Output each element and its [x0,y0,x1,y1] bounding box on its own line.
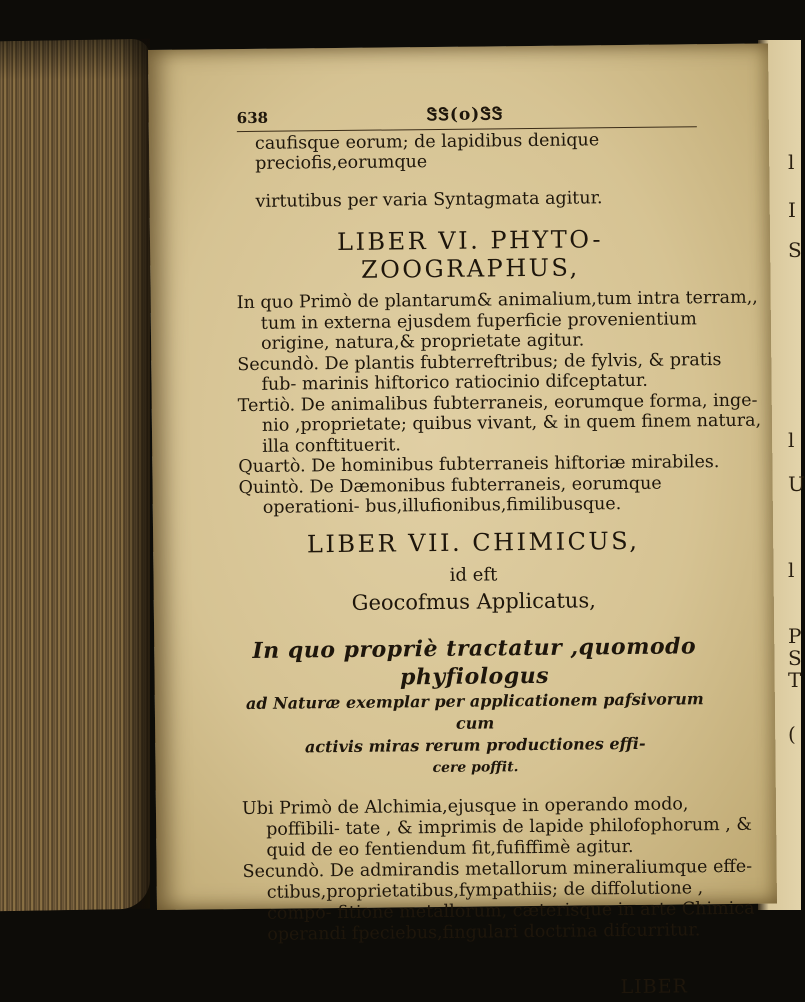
right-page-letter: S [788,646,802,670]
right-page-letter: l [788,150,795,174]
intro-line: virtutibus per varia Syntagmata agitur. [255,187,603,212]
liber-vii-item-1: Ubi Primò de Alchimia,ejusque in operando modo, poffibili- tate , & imprimis de lapide philofophorum , & quid de eo fentiendum fit,fufiffimè agitur. [241,793,753,861]
italic-line-2: ad Naturæ exemplar per applicationem pafsivorum cum [245,688,704,733]
running-header [237,104,697,132]
right-page-letter: U [788,472,805,496]
book-page [148,44,777,998]
liber-vi-heading: LIBER VI. PHYTO-ZOOGRAPHUS, [336,225,604,284]
catchword: LIBER [620,974,688,998]
liber-vii-subtitle: Geocofmus Applicatus, [351,587,596,615]
id-est: id eft [449,563,498,586]
page-number: 638 [236,108,269,128]
right-page-letter: T [788,668,802,692]
right-page-letter: l [788,558,795,582]
liber-vi-item-5: Quintò. De Dæmonibus fubterraneis, eorumque operationi- bus,illufionibus,fimilibusque. [238,473,662,518]
italic-line-1: In quo propriè tractatur ,quomodo phyfiologus [252,632,697,690]
italic-line-3: activis miras rerum productiones effi- [304,733,646,756]
liber-vi-item-3: Tertiò. De animalibus fubterraneis, eorumque forma, inge- nio ,proprietate; quibus vivant, & in quem finem natura, illa conftituerit. [237,390,762,457]
liber-vii-heading: LIBER VII. CHIMICUS, [306,526,640,558]
right-page-letter: S [788,238,802,262]
liber-vi-item-4: Quartò. De hominibus fubterraneis hiftoriæ mirabiles. [238,452,720,478]
liber-vi-item-1: In quo Primò de plantarum& animalium,tum intra terram,, tum in externa ejusdem fuperficie provenientium origine, natura,& proprietate agitur. [236,287,758,354]
right-page-letter: ( [788,722,796,746]
page-text [236,104,768,1002]
liber-vi-item-2: Secundò. De plantis fubterreftribus; de fylvis, & pratis fub- marinis hiftorico ratiocinio difceptatur. [237,349,722,395]
italic-line-4: cere poffit. [432,758,519,776]
left-page-edges [0,39,150,912]
right-page-letter: I [788,198,796,222]
intro-line: caufisque eorum; de lapidibus denique preciofis,eorumque [254,130,600,174]
right-page-letter: P [788,624,802,648]
right-page-letter: l [788,428,795,452]
liber-vii-item-2: Secundò. De admirandis metallorum mineraliumque effe- ctibus,proprietatibus,fympathiis; de diffolutione , compo- fitione metallorum, cæterisque in arte Chimica operandi fpeciebus,fingulari doctrina difcurritur. [242,856,755,945]
header-ornament: ᏕᏕ(o)ᏕᏕ [426,104,504,126]
